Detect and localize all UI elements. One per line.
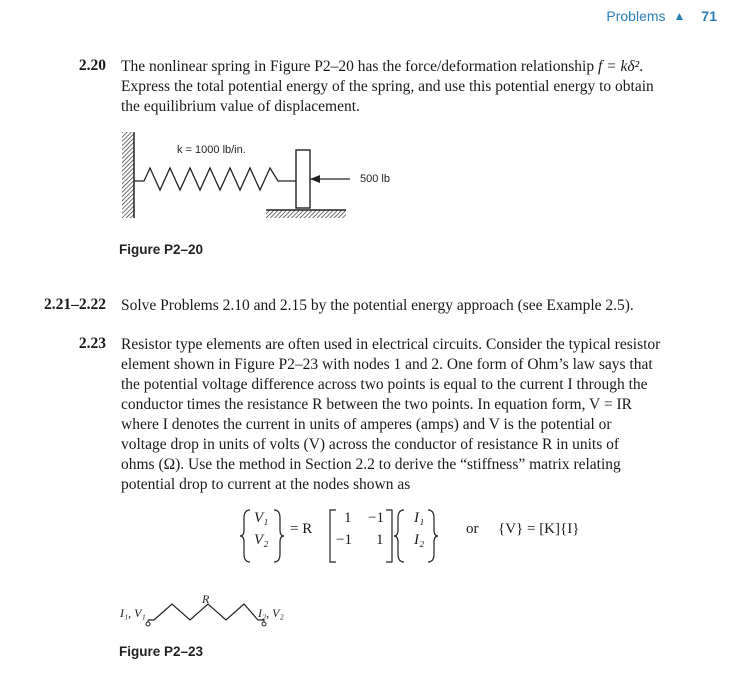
eq-compact: {V} = [K]{I} xyxy=(498,521,580,537)
matrix-21: −1 xyxy=(336,532,352,548)
node-1-label: I₁, V₁ xyxy=(120,606,146,620)
equation-braces xyxy=(240,506,470,566)
matrix-12: −1 xyxy=(368,510,384,526)
force-arrowhead xyxy=(310,175,320,183)
problem-2-20-line1: The nonlinear spring in Figure P2–20 has the force/deformation relationship xyxy=(121,58,598,75)
block xyxy=(296,150,310,208)
problem-2-20-text xyxy=(121,57,721,117)
eq-i2 xyxy=(414,532,424,549)
v1: V₁ xyxy=(254,510,269,526)
i2: I₂ xyxy=(414,532,425,548)
problem-2-23-line: the potential voltage difference across two points is equal to the current I through the xyxy=(121,376,648,393)
eq-v1 xyxy=(254,510,268,527)
figure-p2-20-caption: Figure P2–20 xyxy=(119,242,204,257)
problem-number-2-20: 2.20 xyxy=(78,57,106,74)
eq-v2 xyxy=(254,532,268,549)
page-header xyxy=(606,8,717,24)
node-2-label: I₂, V₂ xyxy=(258,606,284,620)
brace-right-open xyxy=(394,510,404,562)
problem-number-2-23: 2.23 xyxy=(78,335,106,352)
figure-p2-23-caption: Figure P2–23 xyxy=(119,644,204,659)
node-2 xyxy=(262,622,266,626)
spring xyxy=(134,168,296,190)
section-title: Problems xyxy=(606,8,666,24)
problem-2-23-line: ohms (Ω). Use the method in Section 2.2 to derive the “stiffness” matrix relating xyxy=(121,456,621,473)
period: . xyxy=(639,58,644,75)
wall-hatch xyxy=(122,132,134,218)
problem-number-2-21: 2.21–2.22 xyxy=(44,296,106,313)
problem-2-21-text: Solve Problems 2.10 and 2.15 by the potential energy approach (see Example 2.5). xyxy=(121,297,634,314)
v2: V₂ xyxy=(254,532,269,548)
matrix-11: 1 xyxy=(344,510,352,526)
triangle-icon: ▲ xyxy=(673,9,686,23)
matrix-22: 1 xyxy=(376,532,384,548)
formula: f = kδ² xyxy=(597,58,640,75)
spring-constant-label: k = 1000 lb/in. xyxy=(177,144,246,156)
i1: I₁ xyxy=(414,510,425,526)
page-number: 71 xyxy=(701,8,717,24)
brace-left-open xyxy=(240,510,250,562)
brace-right-close xyxy=(428,510,438,562)
eq-or: or xyxy=(466,521,479,537)
problem-2-23-line: Resistor type elements are often used in electrical circuits. Consider the typical resistor xyxy=(121,336,661,353)
brace-left-close xyxy=(274,510,284,562)
eq-equals-r: = R xyxy=(290,521,313,537)
node-1 xyxy=(146,622,150,626)
problem-2-23-line: element shown in Figure P2–23 with nodes 1 and 2. One form of Ohm’s law says that xyxy=(121,356,653,373)
problem-2-23-line: potential drop to current at the nodes shown as xyxy=(121,476,411,493)
problem-2-20-line2: Express the total potential energy of the spring, and use this potential energy to obtain xyxy=(121,78,654,95)
bracket-right xyxy=(386,510,392,562)
problem-2-23-line: where I denotes the current in units of amperes (amps) and V is the potential or xyxy=(121,416,612,433)
problem-2-23-line: voltage drop in units of volts (V) across the conductor of resistance R in units of xyxy=(121,436,620,453)
force-label: 500 lb xyxy=(360,173,390,185)
resistor-label: R xyxy=(202,592,210,606)
problem-2-23-text xyxy=(121,335,719,495)
ground-hatch xyxy=(266,210,346,218)
problem-2-20-line3: the equilibrium value of displacement. xyxy=(121,98,360,115)
eq-i1 xyxy=(414,510,424,527)
problem-2-23-line: conductor times the resistance R between the two points. In equation form, V = IR xyxy=(121,396,632,413)
